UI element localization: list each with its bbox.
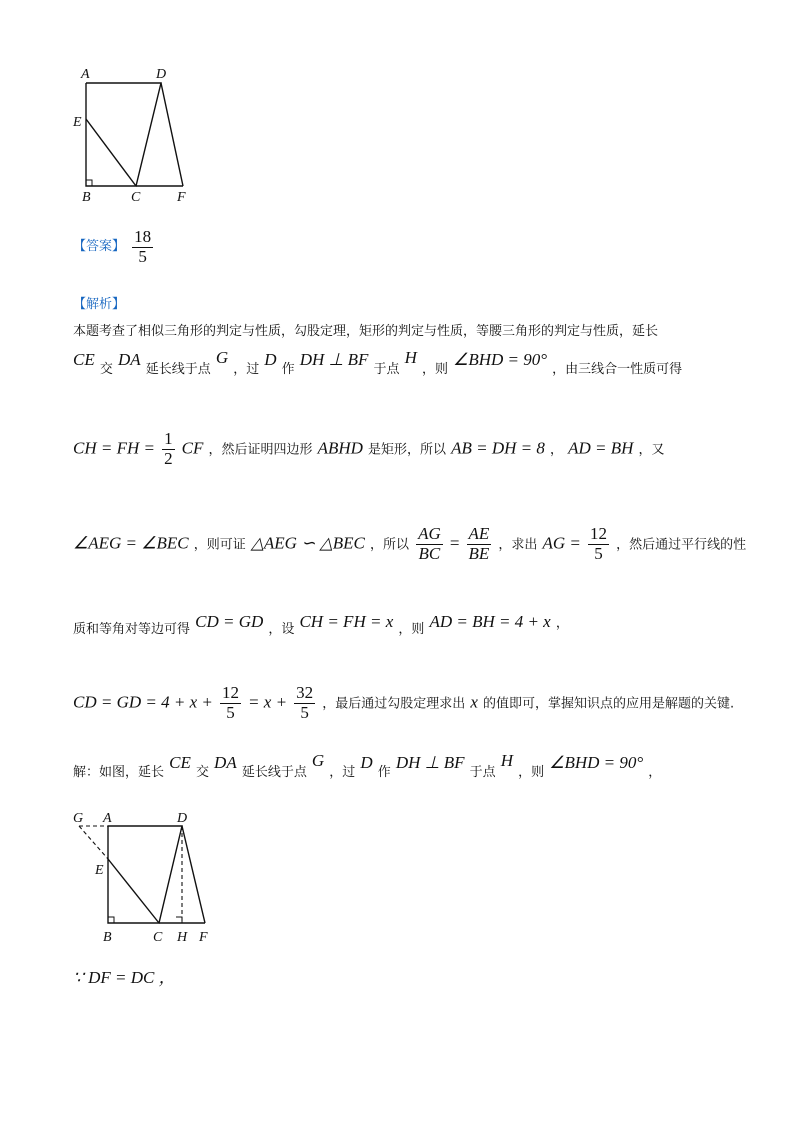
equals-sign: = <box>449 533 460 553</box>
half-den: 2 <box>164 448 173 468</box>
math-ce2: CE <box>169 753 191 772</box>
text-comma: ， <box>550 442 564 458</box>
label-e2: E <box>95 863 104 878</box>
frac-12b: 12 <box>221 683 239 702</box>
text-qiuchu: ，求出 <box>498 537 538 553</box>
analysis-line-5 <box>73 612 569 637</box>
text-pythag: ，最后通过勾股定理求出 <box>322 696 466 712</box>
text-ext2: 延长线于点 <box>241 765 307 780</box>
analysis-tag: 【解析】 <box>73 297 126 312</box>
text-kezheng: ，则可证 <box>193 537 246 553</box>
frac-32: 32 <box>296 683 314 702</box>
label-d: D <box>156 67 167 82</box>
math-d: D <box>264 350 277 369</box>
math-h2: H <box>500 751 514 770</box>
text-ext: 延长线于点 <box>145 362 211 377</box>
math-ag: AG = <box>542 533 581 553</box>
text-yu: 于点 <box>373 362 400 377</box>
frac-5c: 5 <box>300 702 309 722</box>
math-d2: D <box>360 753 373 772</box>
answer-numerator: 18 <box>134 227 152 246</box>
text-parallel: ，然后通过平行线的性 <box>616 537 747 553</box>
analysis-line-3 <box>73 430 665 468</box>
label-c: C <box>131 190 141 205</box>
label-d2: D <box>177 811 188 826</box>
text-guo: ，过 <box>233 362 260 377</box>
text-rect: 是矩形，所以 <box>368 442 447 458</box>
analysis-line-2 <box>73 348 683 388</box>
label-f: F <box>177 190 186 205</box>
text-equal-angles: 质和等角对等边可得 <box>73 622 191 637</box>
text-comma2: ， <box>555 616 569 631</box>
frac-5b: 5 <box>226 702 235 722</box>
math-x: x <box>470 692 478 712</box>
label-e: E <box>73 115 82 130</box>
analysis-line-6 <box>73 684 734 722</box>
math-angle-bhd2: ∠BHD = 90° <box>549 753 644 772</box>
math-dh-perp-bf2: DH ⊥ BF <box>395 753 465 772</box>
label-g2: G <box>73 811 84 826</box>
math-ch-fh-x: CH = FH = x <box>299 612 394 631</box>
text-you: ，又 <box>638 442 665 458</box>
frac-12: 12 <box>589 524 607 543</box>
text-solution-start: 解：如图，延长 <box>73 765 165 780</box>
math-h: H <box>404 348 417 367</box>
text-prove: ，然后证明四边形 <box>208 442 313 458</box>
math-angles: ∠AEG = ∠BEC <box>73 533 189 553</box>
frac-ae: AE <box>468 524 490 543</box>
math-angle-bhd: ∠BHD = 90° <box>453 350 548 369</box>
math-cd-gd: CD = GD <box>195 612 264 631</box>
solution-because: ∵ DF = DC ， <box>73 968 176 987</box>
math-g: G <box>215 348 229 367</box>
label-f2: F <box>199 930 208 945</box>
math-g2: G <box>311 751 325 770</box>
answer-fraction <box>132 228 153 266</box>
fraction-12-5 <box>588 525 609 563</box>
frac-bc: BC <box>418 543 441 563</box>
text-jiao2: 交 <box>195 765 209 780</box>
math-similar: △AEG ∽ △BEC <box>250 533 365 553</box>
text-zuo2: 作 <box>377 765 391 780</box>
label-b2: B <box>103 930 112 945</box>
label-a: A <box>81 67 90 82</box>
math-expr1: CD = GD = 4 + x + <box>73 692 213 712</box>
text-jiao: 交 <box>99 362 113 377</box>
fraction-ag-bc <box>416 525 443 563</box>
frac-ag: AG <box>418 524 441 543</box>
label-b: B <box>82 190 91 205</box>
dashed-ge <box>79 826 108 859</box>
half-num: 1 <box>164 429 173 448</box>
text-ze2: ，则 <box>398 622 425 637</box>
math-abhd: ABHD <box>317 438 363 458</box>
fraction-32-5 <box>294 684 315 722</box>
label-a2: A <box>103 811 112 826</box>
analysis-line-1: 本题考查了相似三角形的判定与性质，勾股定理，矩形的判定与性质，等腰三角形的判定与性质，延长 <box>73 324 659 339</box>
figure-1 <box>70 62 200 207</box>
math-ad-bh-4x: AD = BH = 4 + x <box>429 612 551 631</box>
figure2-segment-ec <box>108 859 159 923</box>
math-ce: CE <box>73 350 95 369</box>
right-angle-mark <box>86 180 92 186</box>
text-tail: ，由三线合一性质可得 <box>552 362 683 377</box>
text-yu2: 于点 <box>469 765 496 780</box>
text-she: ，设 <box>268 622 295 637</box>
frac-be: BE <box>468 543 490 563</box>
math-ab-dh: AB = DH = 8 <box>451 438 545 458</box>
answer-tag: 【答案】 <box>73 238 126 254</box>
math-expr2: = x + <box>248 692 288 712</box>
figure-2 <box>65 805 225 950</box>
math-dh-perp-bf: DH ⊥ BF <box>299 350 369 369</box>
answer-denominator: 5 <box>138 246 147 266</box>
frac-5: 5 <box>594 543 603 563</box>
text-zuo: 作 <box>281 362 295 377</box>
figure1-segment-ec <box>86 119 136 186</box>
answer-line <box>73 228 155 266</box>
text-guo2: ，过 <box>329 765 356 780</box>
fraction-half <box>162 430 175 468</box>
text-suoyi: ，所以 <box>369 537 409 553</box>
right-angle-mark-b <box>108 917 114 923</box>
figure1-segment-df <box>161 83 183 186</box>
figure2-segment-df <box>182 826 205 923</box>
fraction-ae-be <box>467 525 492 563</box>
label-c2: C <box>153 930 163 945</box>
math-da2: DA <box>214 753 237 772</box>
fraction-12-5b <box>220 684 241 722</box>
math-da: DA <box>117 350 141 369</box>
figure2-rect-outline <box>108 826 182 923</box>
solution-line-1 <box>73 751 662 791</box>
text-tail2: ， <box>648 765 662 780</box>
text-key: 的值即可，掌握知识点的应用是解题的关键. <box>482 696 735 712</box>
math-ad-bh: AD = BH <box>568 438 634 458</box>
math-ch-fh: CH = FH = <box>73 438 155 458</box>
analysis-line-4 <box>73 525 746 563</box>
label-h2: H <box>177 930 188 945</box>
right-angle-mark-h <box>176 917 182 923</box>
math-cf: CF <box>181 438 204 458</box>
text-ze3: ，则 <box>518 765 545 780</box>
text-ze: ，则 <box>422 362 449 377</box>
